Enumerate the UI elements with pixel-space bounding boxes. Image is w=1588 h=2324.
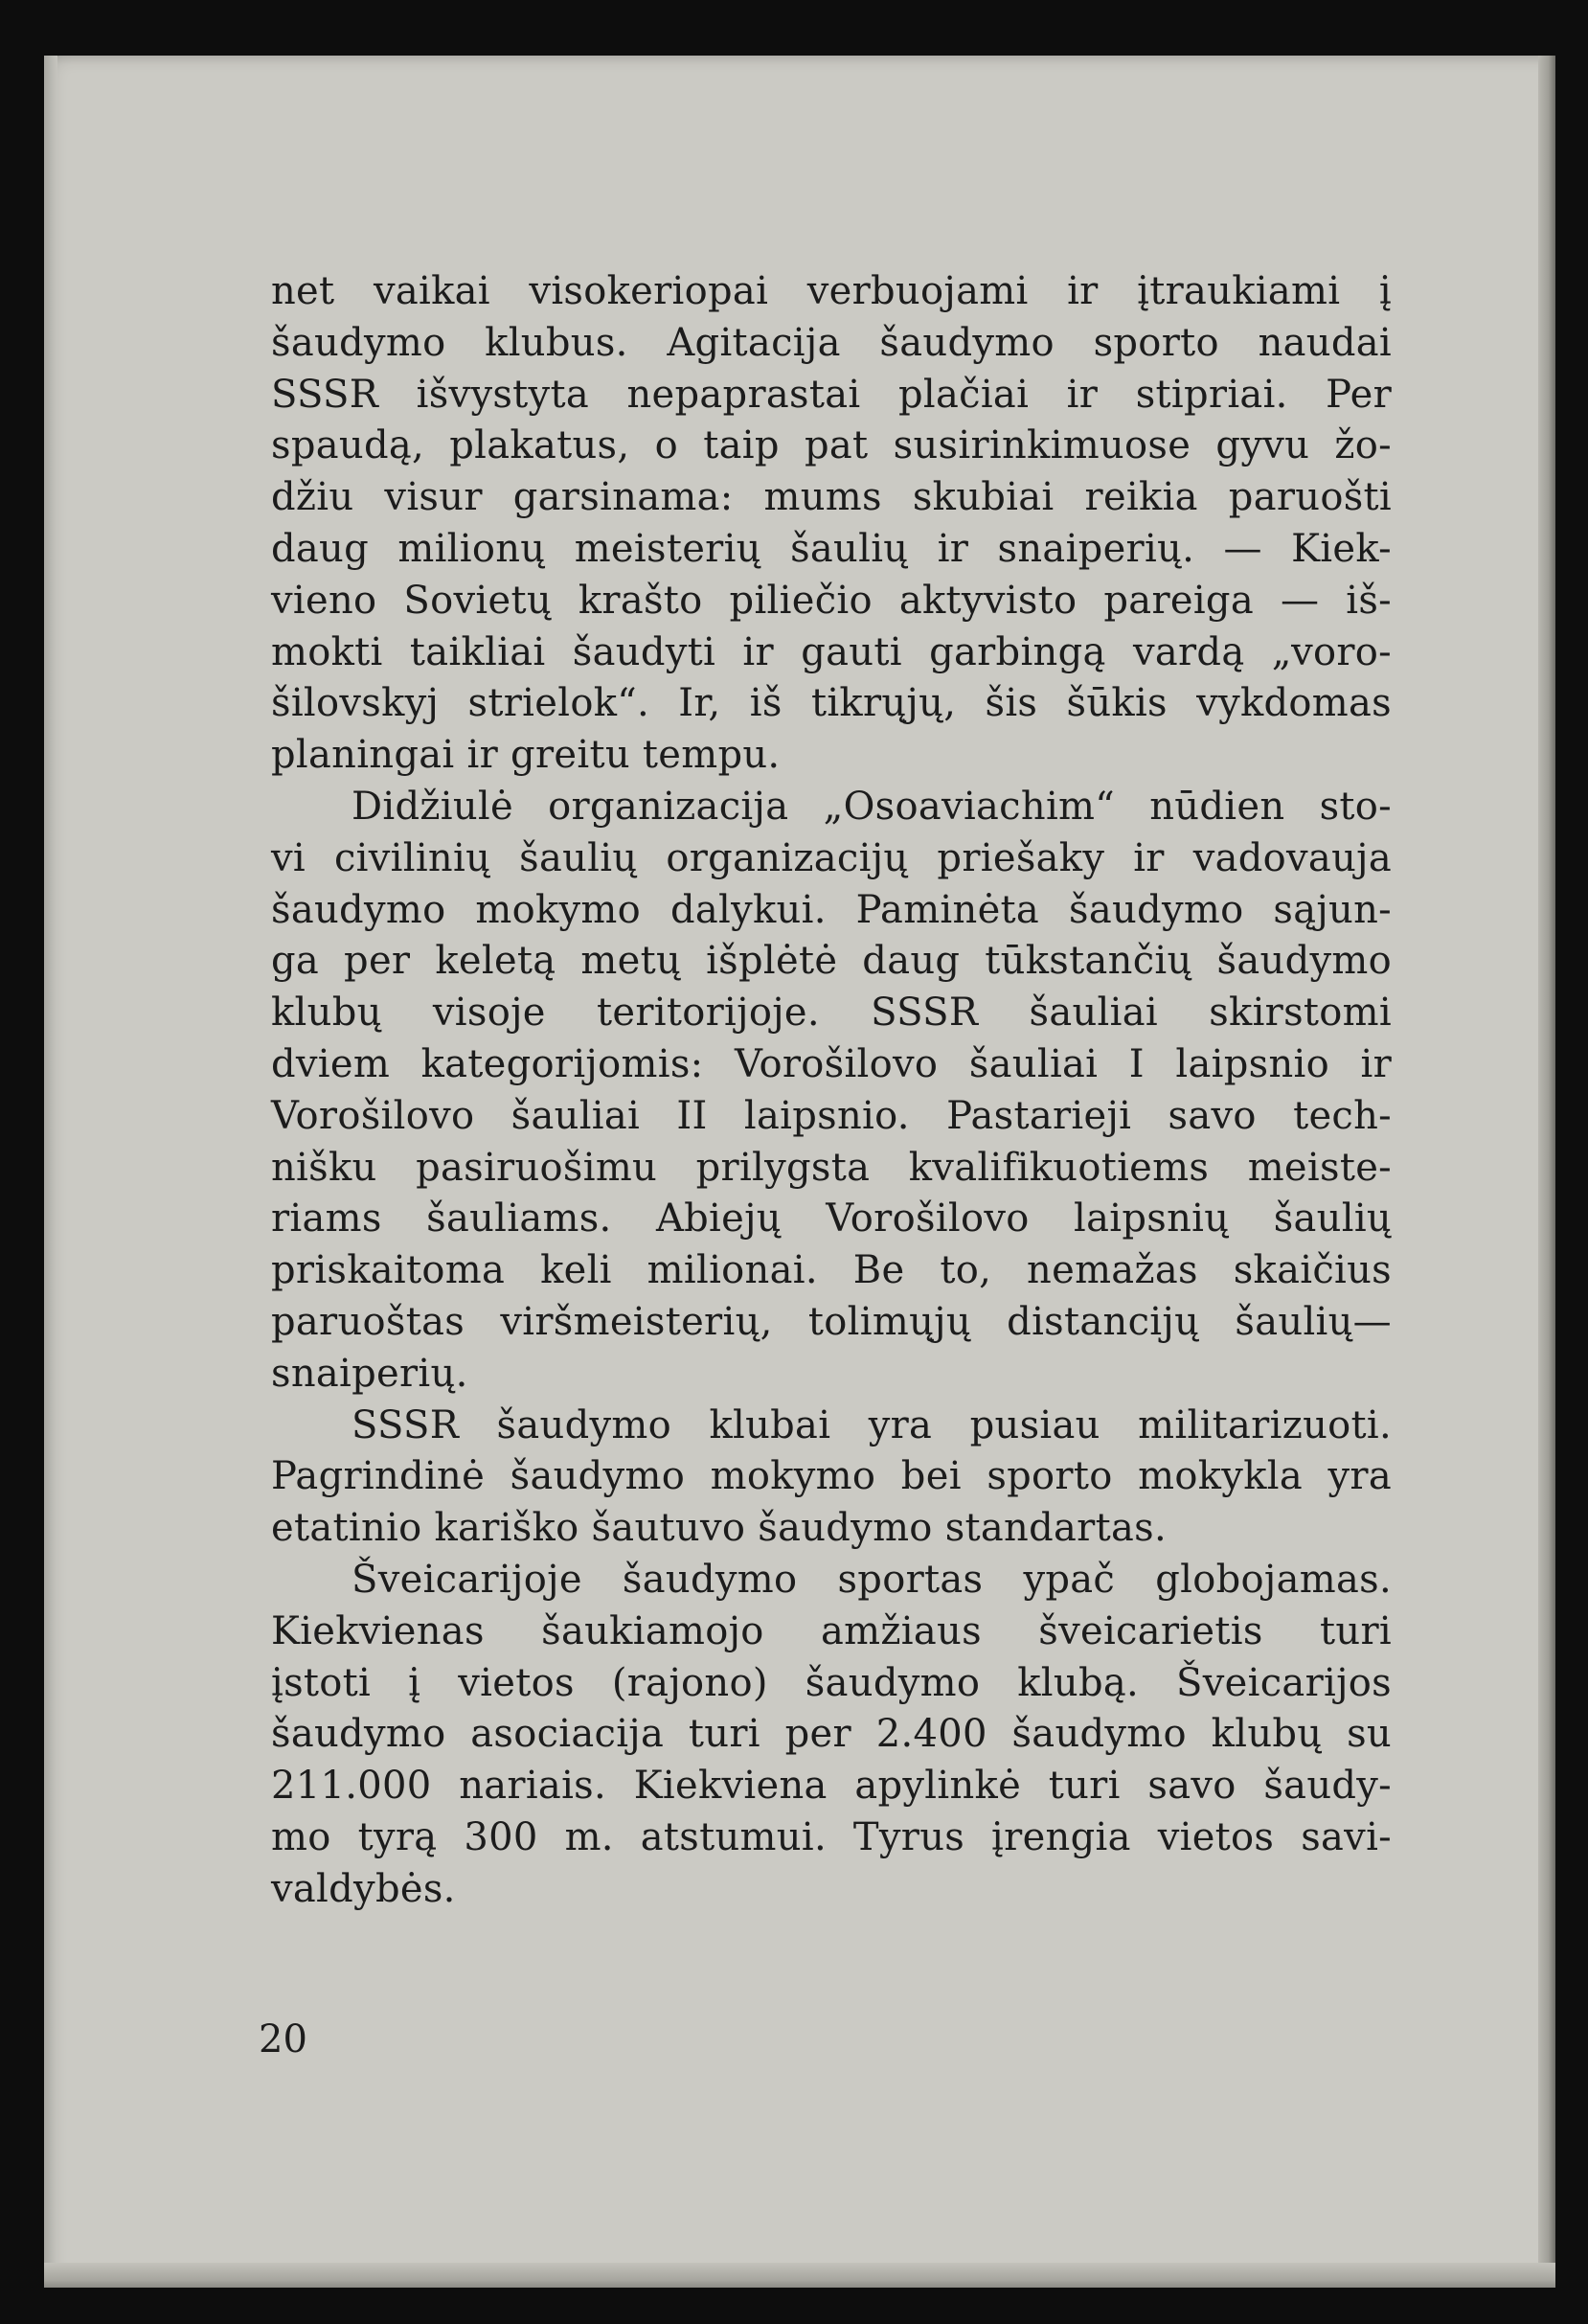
text-line: mokti taikliai šaudyti ir gauti garbingą vardą „voro- <box>271 629 1392 674</box>
text-line: Kiekvienas šaukiamojo amžiaus šveicarietis turi <box>271 1608 1392 1653</box>
text-line: SSSR išvystyta nepaprastai plačiai ir stipriai. Per <box>271 372 1392 417</box>
text-line: riams šauliams. Abiejų Vorošilovo laipsnių šaulių <box>271 1196 1392 1242</box>
text-line: SSSR šaudymo klubai yra pusiau militarizuoti. <box>352 1402 1392 1447</box>
text-line: priskaitoma keli milionai. Be to, nemažas skaičius <box>271 1248 1392 1293</box>
paragraph <box>271 1401 1392 1555</box>
text-line: vi civilinių šaulių organizacijų priešaky ir vadovauja <box>271 835 1392 880</box>
text-line: valdybės. <box>271 1866 456 1911</box>
text-line: spaudą, plakatus, o taip pat susirinkimuose gyvu žo- <box>271 423 1392 468</box>
text-line: šaudymo asociacija turi per 2.400 šaudymo klubų su <box>271 1712 1392 1757</box>
text-line: vieno Sovietų krašto piliečio aktyvisto pareiga — iš- <box>271 578 1392 623</box>
paragraph <box>271 1555 1392 1916</box>
text-line: etatinio kariško šautuvo šaudymo standartas. <box>271 1506 1167 1551</box>
text-line: ga per keletą metų išplėtė daug tūkstančių šaudymo <box>271 939 1392 984</box>
text-line: džiu visur garsinama: mums skubiai reikia paruošti <box>271 475 1392 520</box>
text-line: mo tyrą 300 m. atstumui. Tyrus įrengia vietos savi- <box>271 1814 1392 1859</box>
text-line: dviem kategorijomis: Vorošilovo šauliai I laipsnio ir <box>271 1041 1392 1086</box>
text-line: šilovskyj strielok“. Ir, iš tikrųjų, šis šūkis vykdomas <box>271 681 1392 726</box>
text-line: Vorošilovo šauliai II laipsnio. Pastarieji savo tech- <box>271 1093 1392 1138</box>
text-line: Šveicarijoje šaudymo sportas ypač globojamas. <box>352 1557 1392 1602</box>
text-line: įstoti į vietos (rajono) šaudymo klubą. Šveicarijos <box>271 1660 1392 1705</box>
text-line: šaudymo klubus. Agitacija šaudymo sporto naudai <box>271 320 1392 365</box>
text-line: planingai ir greitu tempu. <box>271 733 781 778</box>
page-left-edge <box>44 56 57 2288</box>
text-line: paruoštas viršmeisterių, tolimųjų distancijų šaulių— <box>271 1299 1392 1344</box>
text-line: nišku pasiruošimu prilygsta kvalifikuotiems meiste- <box>271 1145 1392 1190</box>
page-right-edge <box>1538 56 1555 2288</box>
text-line: daug milionų meisterių šaulių ir snaiperių. — Kiek- <box>271 526 1392 571</box>
text-line: snaiperių. <box>271 1351 468 1396</box>
page-number: 20 <box>259 2017 307 2062</box>
text-line: klubų visoje teritorijoje. SSSR šauliai skirstomi <box>271 991 1392 1036</box>
page-bottom-edge <box>44 2263 1555 2288</box>
text-line: net vaikai visokeriopai verbuojami ir įtraukiami į <box>271 269 1392 313</box>
body-text <box>271 266 1392 1916</box>
text-line: Didžiulė organizacija „Osoaviachim“ nūdien sto- <box>352 784 1392 829</box>
paragraph <box>271 266 1392 782</box>
paragraph <box>271 782 1392 1401</box>
text-line: 211.000 nariais. Kiekviena apylinkė turi savo šaudy- <box>271 1764 1392 1809</box>
text-line: Pagrindinė šaudymo mokymo bei sporto mokykla yra <box>271 1454 1392 1499</box>
text-line: šaudymo mokymo dalykui. Paminėta šaudymo sąjun- <box>271 887 1392 932</box>
